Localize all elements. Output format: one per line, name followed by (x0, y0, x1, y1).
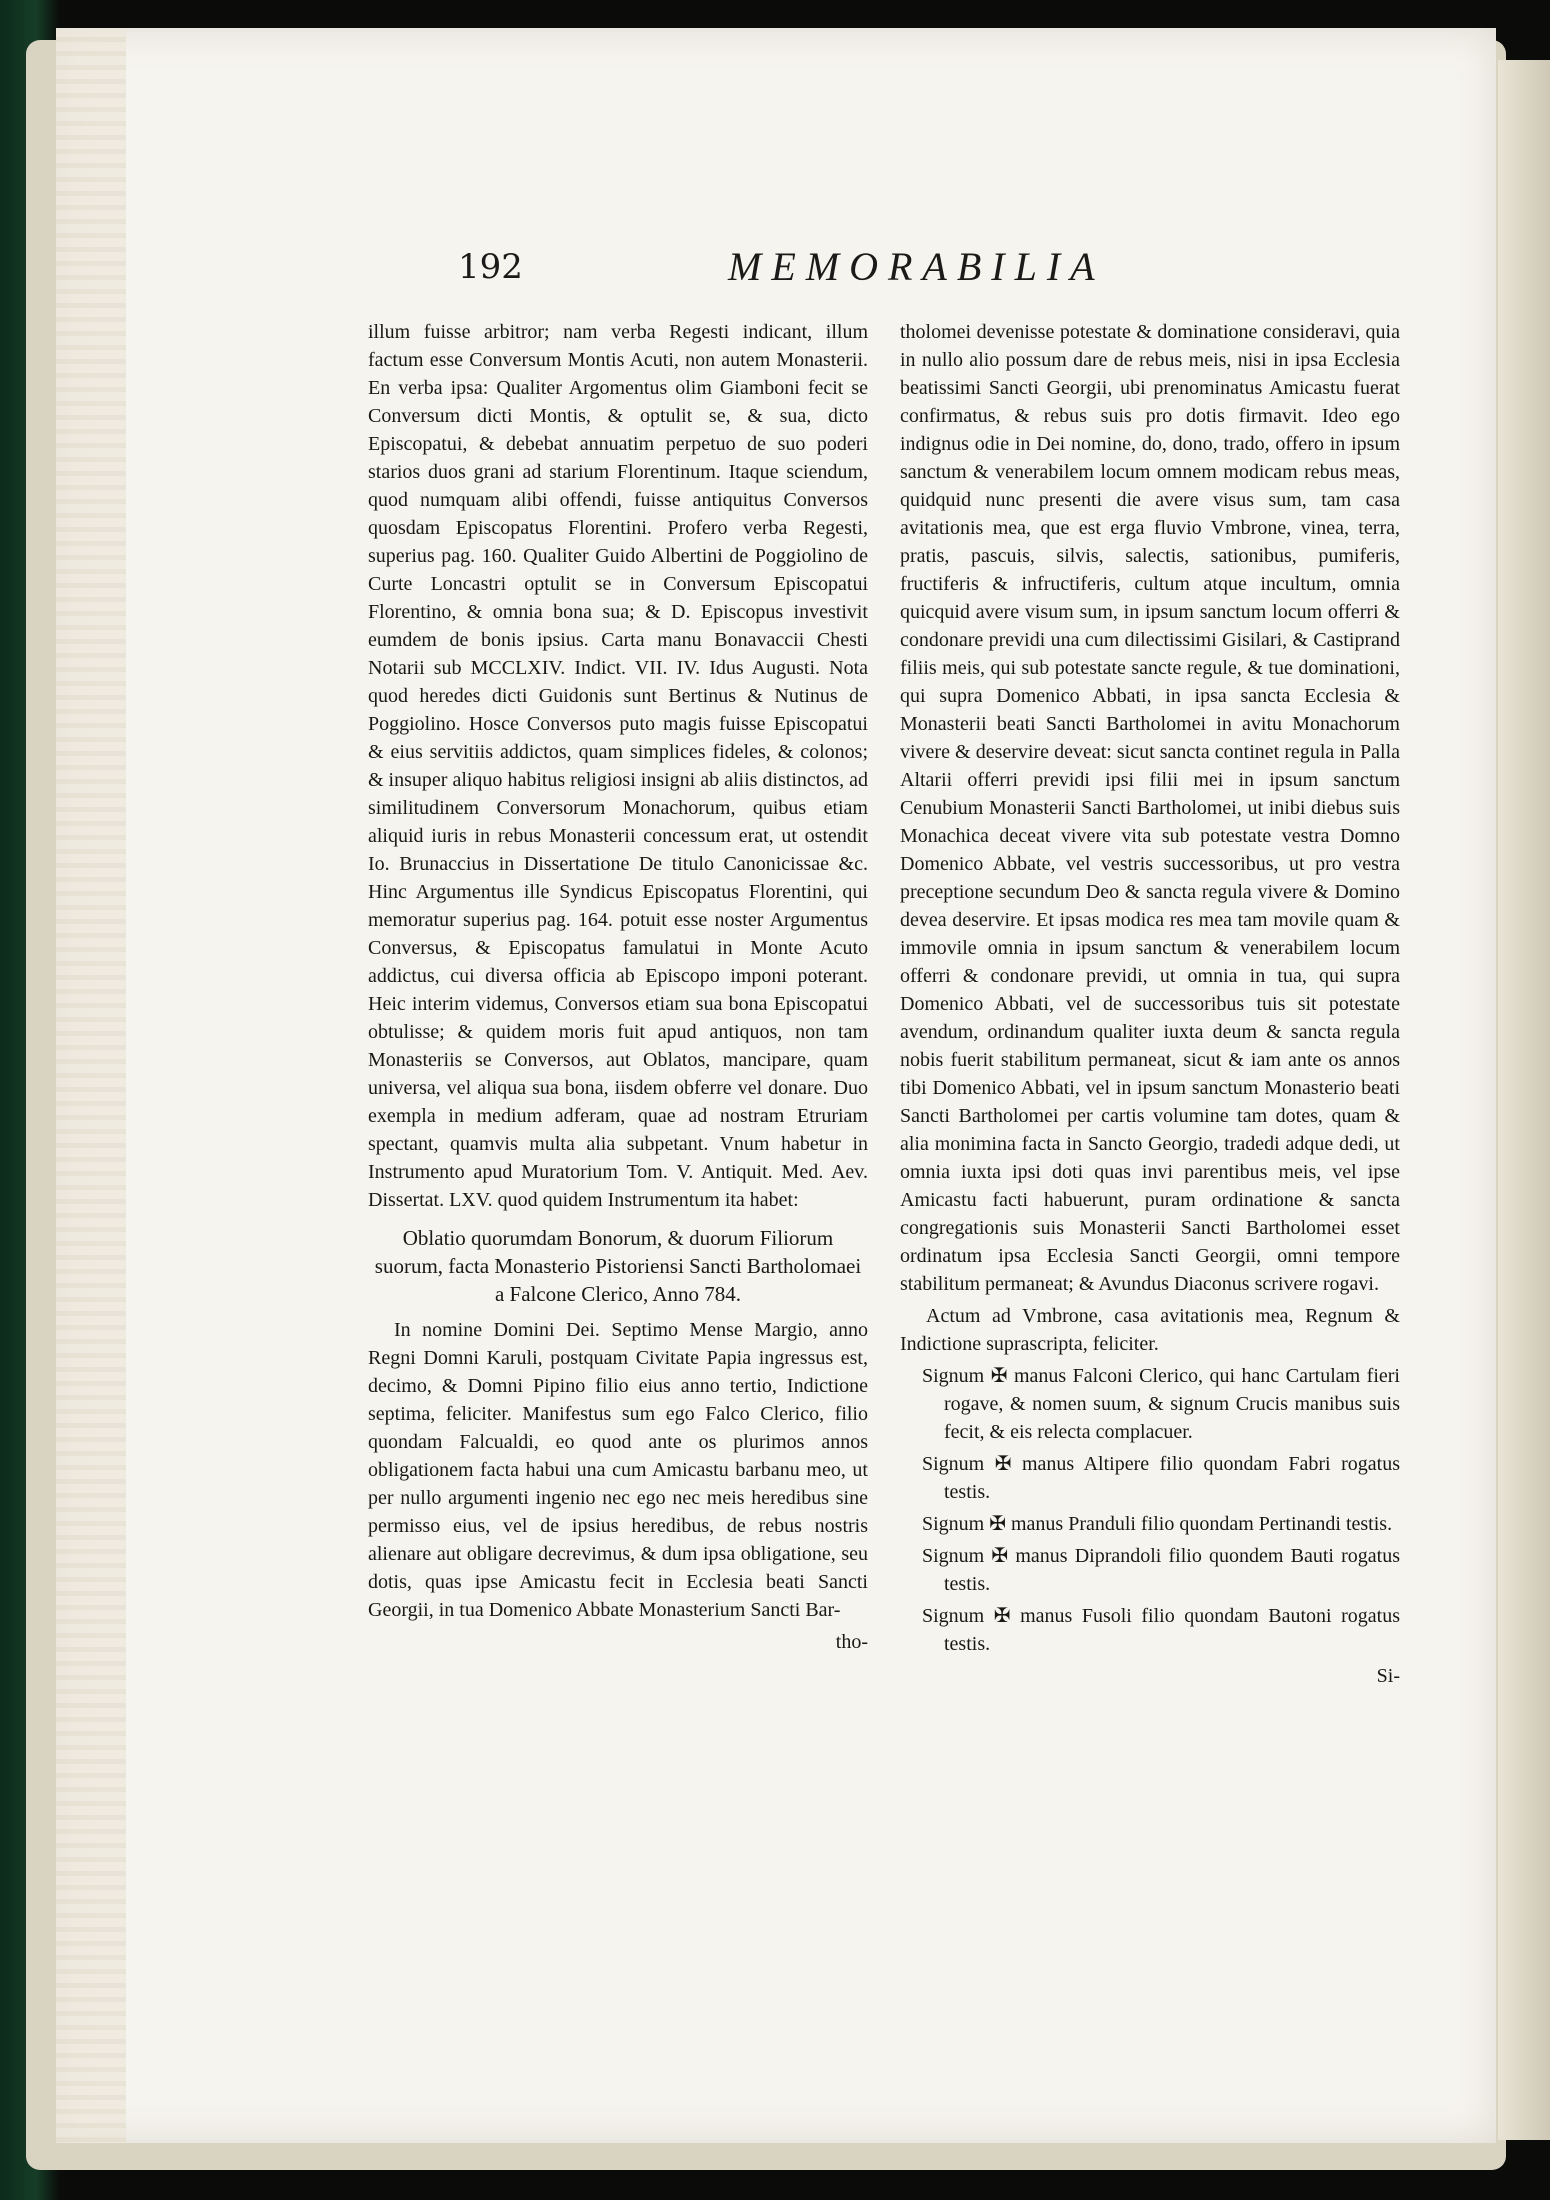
signature-line: Signum ✠ manus Diprandoli filio quondem Bauti rogatus testis. (922, 1545, 1400, 1595)
signature-line: Signum ✠ manus Falconi Clerico, qui hanc Cartulam fieri rogave, & nomen suum, & signum Crucis manibus suis fecit, & eis relecta complacuer. (922, 1365, 1400, 1443)
left-paragraph-2: In nomine Domini Dei. Septimo Mense Margio, anno Regni Domni Karuli, postquam Civitate Papia ingressus est, decimo, & Domni Pipino filio eius anno tertio, Indictione septima, feliciter. Manifestus sum ego Falco Clerico, filio quondam Falcualdi, eo quod ante os plurimos annos obligationem facta habui una cum Amicastu barbanu meo, ut per nullo argumenti ingenio nec ego nec meis heredibus sine permisso eius, vel de ipsius heredibus, de rebus nostris alienare aut obligare decrevimus, & dum ipsa obligatione, seu dotis, quas ipse Amicastu fecit in Ecclesia beati Sancti Georgii, in tua Domenico Abbate Monasterium Sancti Bar- (368, 1319, 868, 1621)
signature-line: Signum ✠ manus Pranduli filio quondam Pertinandi testis. (922, 1513, 1393, 1535)
page-number: 192 (458, 247, 523, 287)
right-catchword: Si- (1376, 1665, 1400, 1687)
right-column (900, 318, 1400, 1710)
right-paragraph-2: Actum ad Vmbrone, casa avitationis mea, Regnum & Indictione suprascripta, feliciter. (900, 1305, 1400, 1355)
right-paragraph-1: tholomei devenisse potestate & dominatione consideravi, quia in nullo alio possum dare de rebus meis, nisi in ipsa Ecclesia beatissimi Sancti Georgii, ubi prenominatus Amicastu fuerat confirmatus, & rebus suis pro dotis firmavit. Ideo ego indignus odie in Dei nomine, do, dono, trado, offero in ipsum sanctum & venerabilem locum omnem modicam rebus meas, quidquid nunc presenti die avere visus sum, tam casa avitationis mea, que est erga fluvio Vmbrone, vinea, terra, pratis, pascuis, silvis, salectis, sationibus, pumiferis, fructiferis & infructiferis, cultum atque incultum, omnia quicquid avere visum sum, in ipsum sanctum locum offerri & condonare previdi una cum dilectissimi Gisilari, & Castiprand filiis meis, qui sub potestate sancte regule, & tue dominationi, qui supra Domenico Abbati, in ipsa sancta Ecclesia & Monasterii beati Sancti Bartholomei in avitu Monachorum vivere & deservire deveat: sicut sancta continet regula in Palla Altarii offerri previdi ipsi filii mei in ipsum sanctum Cenubium Monasterii Sancti Bartholomei, ut inibi diebus suis Monachica deceat vivere vita sub potestate vestra Domno Domenico Abbate, vel vestris successoribus, ut pro vestra preceptione secundum Deo & sancta regula vivere & Domino devea deservire. Et ipsas modica res mea tam movile quam & immovile omnia in ipsum sanctum & venerabilem locum offerri & condonare previdi, ut omnia in tua, qui supra Domenico Abbati, vel de successoribus tuis sit potestate avendum, ordinandum qualiter iuxta deum & sancta regula nobis fuerit stabilitum permaneat, sicut & iam ante os annos tibi Domenico Abbati, vel in ipsum sanctum Monasterio beati Sancti Bartholomei per cartis volumine tam dotes, quam & alia monimina facta in Sancto Georgio, tradedi adque dedi, ut omnia iuxta ipsi doti quas invi parentibus meis, vel ipse Amicastu facti habuerunt, puram ordinatione & sancta congregationis suis Monasterii Sancti Bartholomei esset ordinatum ipsa Ecclesia Sancti Georgii, omni tempore stabilitum permaneat; & Avundus Diaconus scrivere rogavi. (900, 321, 1400, 1295)
left-column (368, 318, 868, 1676)
running-title: MEMORABILIA (728, 244, 1105, 289)
document-heading: Oblatio quorumdam Bonorum, & duorum Filiorum suorum, facta Monasterio Pistoriensi Sancti Bartholomaei a Falcone Clerico, Anno 784. (374, 1226, 862, 1306)
left-catchword: tho- (835, 1631, 868, 1653)
signature-line: Signum ✠ manus Fusoli filio quondam Bautoni rogatus testis. (922, 1605, 1400, 1655)
facing-page-edge (1498, 60, 1550, 2140)
page-edge-fray (56, 28, 126, 2143)
signature-line: Signum ✠ manus Altipere filio quondam Fabri rogatus testis. (922, 1453, 1400, 1503)
page-header (458, 243, 1398, 303)
left-paragraph-1: illum fuisse arbitror; nam verba Regesti indicant, illum factum esse Conversum Montis Acuti, non autem Monasterii. En verba ipsa: Qualiter Argomentus olim Giamboni fecit se Conversum dicti Montis, & optulit se, & sua, dicto Episcopatui, & debebat annuatim perpetuo de suo poderi starios duos grani ad starium Florentinum. Itaque sciendum, quod numquam alibi offendi, fuisse antiquitus Conversos quosdam Episcopatus Florentini. Profero verba Regesti, superius pag. 160. Qualiter Guido Albertini de Poggiolino de Curte Loncastri optulit se in Conversum Episcopatui Florentino, & omnia bona sua; & D. Episcopus investivit eumdem de bonis ipsius. Carta manu Bonavaccii Chesti Notarii sub MCCLXIV. Indict. VII. IV. Idus Augusti. Nota quod heredes dicti Guidonis sunt Bertinus & Nutinus de Poggiolino. Hosce Conversos puto magis fuisse Episcopatui & eius servitiis addictos, quam simplices fideles, & colonos; & insuper aliquo habitus religiosi insigni ab aliis distinctos, ad similitudinem Conversorum Monachorum, quibus etiam aliquid iuris in rebus Monasterii concessum erat, ut ostendit Io. Brunaccius in Dissertatione De titulo Canonicissae &c. Hinc Argumentus ille Syndicus Episcopatus Florentini, qui memoratur superius pag. 164. potuit esse noster Argumentus Conversus, & Episcopatus famulatui in Monte Acuto addictus, cui diversa officia ab Episcopo imponi poterant. Heic interim videmus, Conversos etiam sua bona Episcopatui obtulisse; & quidem moris fuit apud antiquos, non tam Monasteriis se Conversos, aut Oblatos, mancipare, quam universa, vel aliqua sua bona, iisdem obferre vel donare. Duo exempla in medium adferam, quae ad nostram Etruriam spectant, quamvis multa alia subpetant. Vnum habetur in Instrumento apud Muratorium Tom. V. Antiquit. Med. Aev. Dissertat. LXV. quod quidem Instrumentum ita habet: (368, 321, 868, 1211)
